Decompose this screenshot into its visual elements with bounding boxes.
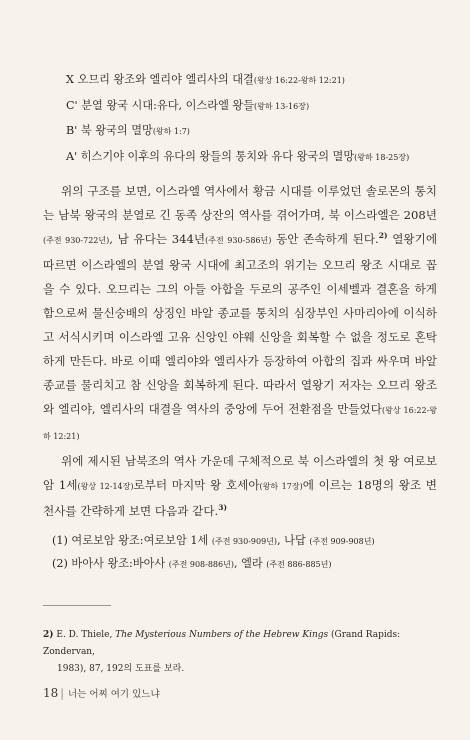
date-range: (주전 930-909년) — [211, 537, 278, 546]
outline-item-b — [66, 119, 446, 145]
text-run: E. D. Thiele, — [53, 630, 116, 640]
outline-label: B' 북 왕국의 멸망 — [66, 124, 153, 137]
footnote — [43, 627, 439, 678]
text-run: (Grand Rapids: Zondervan, — [43, 630, 401, 657]
list-item — [52, 530, 432, 553]
text-run: (2) 바아사 왕조:바아사 — [52, 557, 169, 570]
footnote-number: 2) — [43, 630, 54, 640]
footnote-marker[interactable]: 3) — [218, 503, 228, 512]
footer-separator: | — [60, 687, 64, 700]
date-range: (주전 886-885년) — [266, 560, 332, 569]
text-run: , 나답 — [277, 534, 310, 547]
page-number: 18 — [43, 686, 59, 700]
paragraph-2 — [43, 449, 437, 523]
text-run: , 남 유다는 344년 — [109, 232, 206, 246]
chiastic-outline — [66, 68, 446, 170]
page-footer — [43, 686, 160, 700]
scripture-ref: (왕상 16:22-왕하 12:21) — [253, 76, 345, 85]
book-title: The Mysterious Numbers of the Hebrew Kings — [115, 630, 329, 640]
list-item — [52, 553, 432, 576]
text-run: (1) 여로보암 왕조:여로보암 1세 — [52, 534, 212, 547]
footnote-marker[interactable]: 2) — [378, 231, 388, 240]
running-title: 너는 어찌 여기 있느냐 — [68, 689, 160, 700]
outline-label: C' 분열 왕국 시대:유다, 이스라엘 왕들 — [66, 98, 255, 112]
scripture-ref: (왕상 12-14장) — [77, 482, 134, 491]
scripture-ref: (왕하 18-25장) — [354, 152, 410, 162]
text-run: , 엘라 — [233, 557, 267, 570]
paragraph-1 — [43, 179, 437, 449]
footnote-divider — [43, 605, 111, 606]
text-run: 에 이르는 18명의 왕조 변천사를 간략하게 보면 다음과 같다. — [43, 478, 437, 518]
text-run: 열왕기에 따르면 이스라엘의 분열 왕국 시대에 최고조의 위기는 오므리 왕조 시대로 꼽을 수 있다. 오므리는 그의 아들 아합을 두로의 공주인 이세벨과 결혼을 하게 함으로써 물신숭배의 상징인 바알 종교를 통치의 심장부인 사마리아에 이식하고 서식시키며 이스라엘 고유 신앙인 야웨 신앙을 회복할 수 없을 정도로 혼탁하게 만든다. 바로 이때 엘리야와 엘리사가 등장하여 아합의 집과 싸우며 바알 종교를 물리치고 참 신앙을 회복하게 된다. 따라서 열왕기 저자는 오므리 왕조와 엘리야, 엘리사의 대결을 역사의 중앙에 두어 전환점을 만들었다 — [43, 232, 438, 416]
footnote-continuation: 1983), 87, 192의 도표를 보라. — [57, 664, 185, 674]
text-run: 위의 구조를 보면, 이스라엘 역사에서 황금 시대를 이루었던 솔로몬의 통치는 남북 왕국의 분열로 긴 동족 상잔의 역사를 겪어가며, 북 이스라엘은 208년 — [43, 184, 437, 222]
scripture-ref: (왕하 1:7) — [152, 127, 190, 136]
dynasty-list — [52, 530, 432, 576]
body-text — [43, 179, 437, 523]
date-range: (주전 930-586년) — [205, 236, 272, 245]
outline-label: A' 히스기야 이후의 유다의 왕들의 통치와 유다 왕국의 멸망 — [66, 149, 355, 163]
outline-item-a — [66, 145, 446, 171]
text-run: 동안 존속하게 된다. — [271, 232, 379, 246]
scripture-ref: (왕하 17장) — [259, 482, 303, 491]
scripture-ref: (왕하 13-16장) — [254, 101, 310, 111]
outline-label: X 오므리 왕조와 엘리야 엘리사의 대결 — [66, 73, 254, 86]
date-range: (주전 909-908년) — [309, 537, 375, 546]
date-range: (주전 930-722년) — [43, 236, 110, 245]
outline-item-c — [66, 94, 446, 120]
text-run: 위에 제시된 남북조의 역사 가운데 구체적으로 북 이스라엘의 첫 왕 여로보암 1세 — [43, 454, 437, 492]
text-run: 로부터 마지막 왕 호세아 — [133, 478, 260, 492]
scripture-ref: (왕상 16:22-왕하 12:21) — [43, 406, 437, 441]
outline-item-x — [66, 68, 446, 94]
date-range: (주전 908-886년) — [168, 560, 234, 569]
